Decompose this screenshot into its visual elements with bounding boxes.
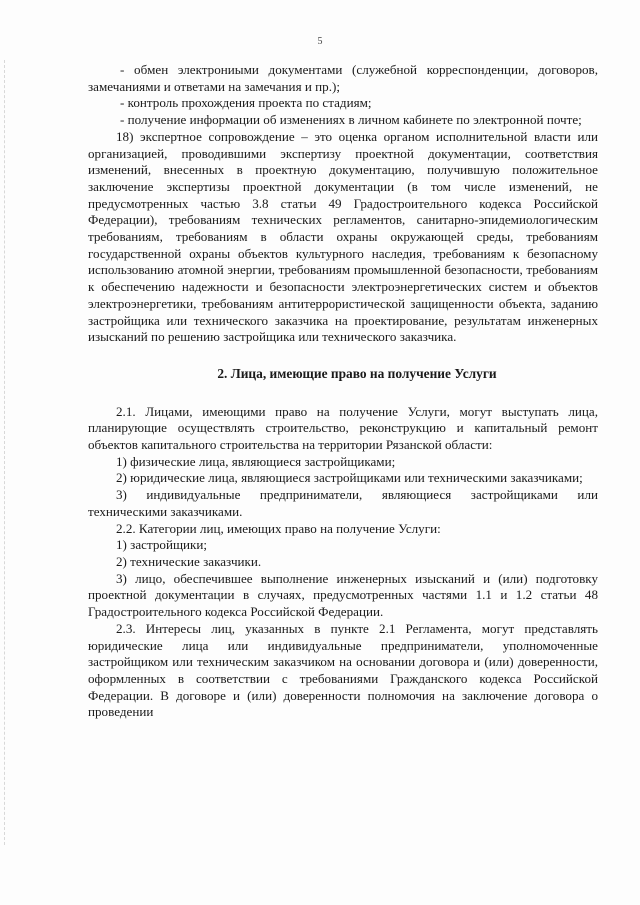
paragraph-2-3: 2.3. Интересы лиц, указанных в пункте 2.1 Регламента, могут представлять юридические лица или индивидуальные предприниматели, уполномоченные застройщиком или техническим заказчиком на основании договора и (или) доверенности, оформленных в соответствии с требованиями Гражданского кодекса Российской Федерации. В договоре и (или) доверенности полномочия на заключение договора о проведении (88, 620, 598, 720)
page-number: 5 (317, 36, 323, 47)
paragraph-2-1: 2.1. Лицами, имеющими право на получение Услуги, могут выступать лица, планирующие осуществлять строительство, реконструкцию и капитальный ремонт объектов капитального строительства на территории Рязанской области: (88, 403, 598, 453)
definition-18: 18) экспертное сопровождение – это оценка органом исполнительной власти или организацией, проводившими экспертизу проектной документации, соответствия изменений, внесенных в проектную документацию, получившую положительное заключение экспертизы проектной документации (в том числе изменений, не предусмотренных частью 3.8 статьи 49 Градостроительного кодекса Российской Федерации), требованиям технических регламентов, санитарно-эпидемиологическим требованиям, требованиям в области охраны окружающей среды, требованиям государственной охраны объектов культурного наследия, требованиям к безопасному использованию атомной энергии, требованиям промышленной безопасности, требованиям к обеспечению надежности и безопасности электроэнергетических систем и объектов электроэнергетики, требованиям антитеррористической защищенности объекта, заданию застройщика или технического заказчика на проектирование, результатам инженерных изысканий по решению застройщика или технического заказчика. (88, 128, 598, 345)
section-heading: 2. Лица, имеющие право на получение Услуги (217, 365, 497, 381)
paragraph-2-1-item-2: 2) юридические лица, являющиеся застройщиками или техническими заказчиками; (116, 470, 583, 486)
list-item-control: - контроль прохождения проекта по стадиям; (120, 95, 372, 111)
list-item-notifications: - получение информации об изменениях в личном кабинете по электронной почте; (120, 112, 582, 128)
paragraph-2-1-item-3: 3) индивидуальные предприниматели, являющиеся застройщиками или техническими заказчиками. (88, 487, 598, 519)
paragraph-2-2-item-2: 2) технические заказчики. (116, 553, 262, 569)
document-body (88, 62, 598, 721)
paragraph-2-1-item-1: 1) физические лица, являющиеся застройщиками; (116, 453, 396, 469)
list-item-exchange: - обмен электрониыми документами (служебной корреспонденции, договоров, замечаниями и ответами на замечания и пр.); (88, 62, 598, 94)
paragraph-2-2-item-3: 3) лицо, обеспечившее выполнение инженерных изысканий и (или) подготовку проектной документации в случаях, предусмотренных частями 1.1 и 1.2 статьи 48 Градостроительного кодекса Российской Федерации. (88, 570, 598, 620)
paragraph-2-2-item-1: 1) застройщики; (116, 537, 208, 553)
paragraph-2-2: 2.2. Категории лиц, имеющих право на получение Услуги: (116, 520, 441, 536)
scan-edge-line (4, 60, 6, 845)
